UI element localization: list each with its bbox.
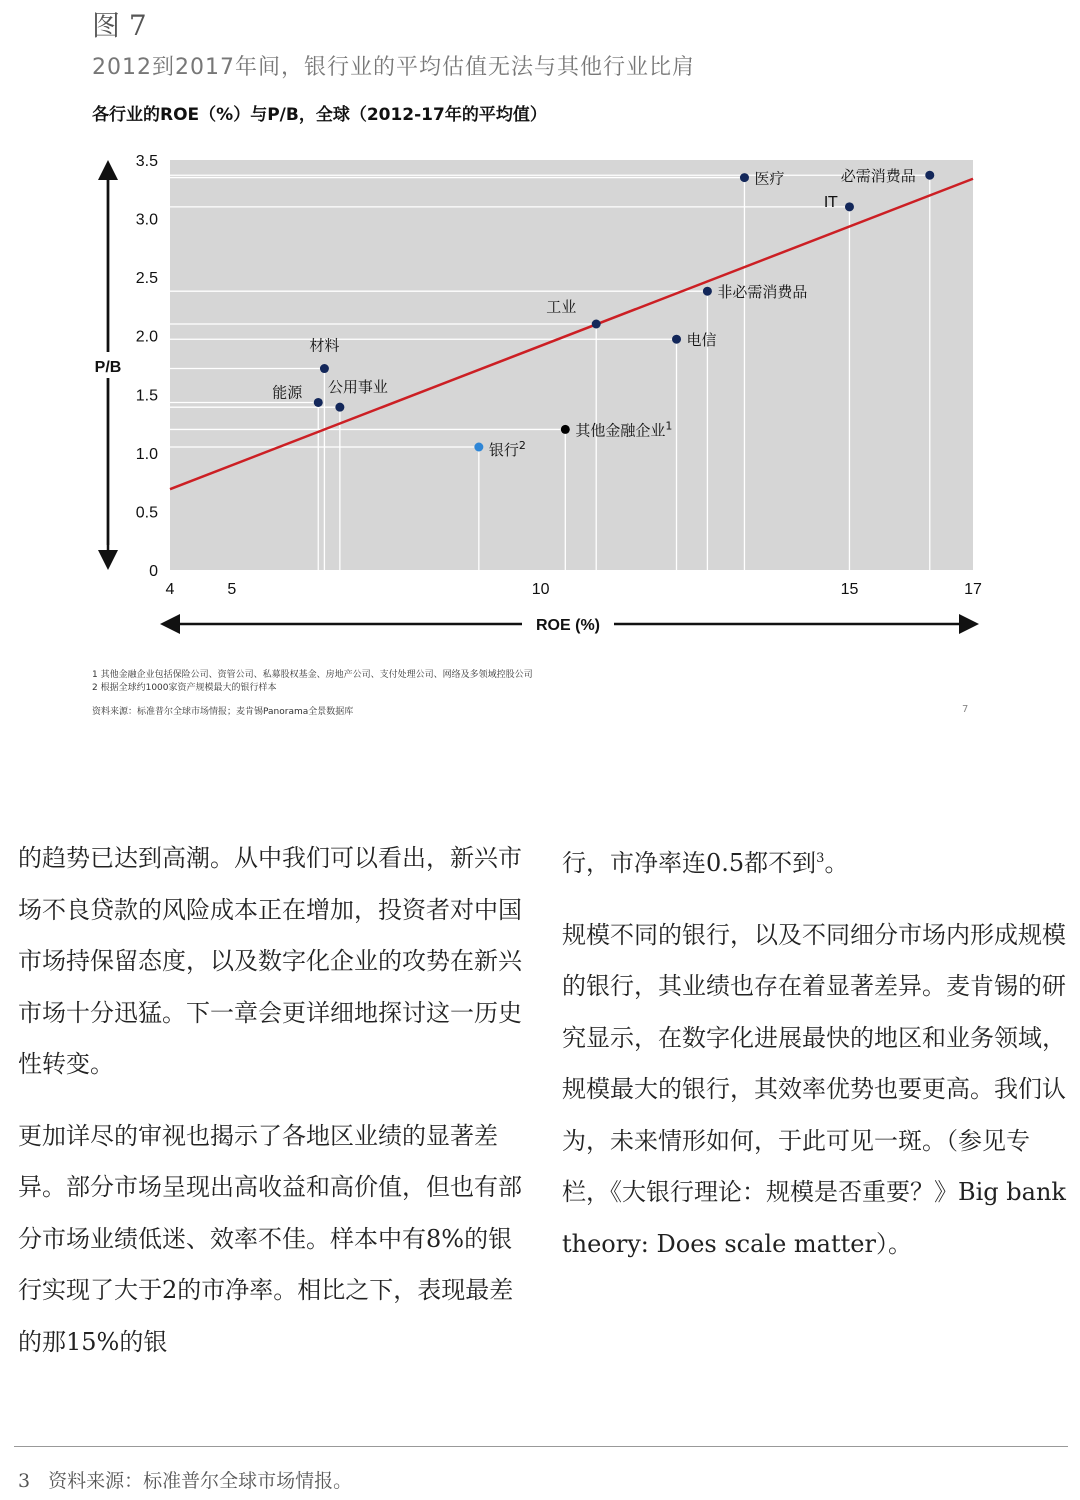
x-tick-label: 5 [227,581,237,598]
figure-label: 图 7 [92,9,147,42]
scatter-chart [0,140,1080,660]
plot-area [170,160,973,570]
figure-title: 2012到2017年间，银行业的平均估值无法与其他行业比肩 [92,55,695,80]
y-tick-label: 3.5 [135,153,158,170]
data-point [703,287,712,296]
point-label: 医疗 [754,169,785,188]
data-point [314,398,323,407]
paragraph-text: 行，市净率连0.5都不到 [562,849,817,877]
x-tick-label: 10 [531,581,550,598]
footnote-ref: 3 [816,851,825,866]
point-label: 银行$^2$ [488,439,526,459]
footnote-2: 2 根据全球约1000家资产规模最大的银行样本 [92,683,277,693]
footnote-1: 1 其他金融企业包括保险公司、资管公司、私募股权基金、房地产公司、支付处理公司、网络及多领域控股公司 [92,670,533,680]
y-tick-label: 2.0 [135,328,158,346]
body-column-right [562,833,1077,1290]
y-tick-label: 1.0 [135,445,158,463]
point-label-footnote-ref: 1 [665,419,673,433]
paragraph-end: 。 [824,849,849,877]
point-label: 非必需消费品 [717,283,808,302]
point-label: 其他金融企业$^1$ [575,419,673,440]
figure-source: 资料来源：标准普尔全球市场情报；麦肯锡Panorama全景数据库 [92,707,354,717]
y-tick-label: 0 [149,563,158,580]
point-label: 公用事业 [327,378,388,397]
x-tick-label: 4 [165,581,175,598]
x-tick-label: 17 [964,581,982,598]
point-label: 电信 [686,331,717,350]
point-label: 能源 [272,383,303,402]
figure-subtitle: 各行业的ROE（%）与P/B，全球（2012-17年的平均值） [92,105,547,125]
data-point [672,335,681,344]
footer-note: 资料来源：标准普尔全球市场情报。 [48,1470,353,1492]
point-label: 必需消费品 [840,167,916,186]
point-label: 工业 [546,298,577,316]
y-axis-title: P/B [94,359,122,376]
data-point [740,173,749,182]
body-column-left [18,833,528,1388]
footer-divider [14,1446,1068,1447]
paragraph: 更加详尽的审视也揭示了各地区业绩的显著差异。部分市场呈现出高收益和高价值，但也有部分市场业绩低迷、效率不佳。样本中有8%的银行实现了大于2的市净率。相比之下，表现最差的那15%的银 [18,1121,522,1356]
data-point [561,425,570,434]
y-tick-label: 1.5 [135,387,158,405]
point-label: IT [823,192,838,211]
x-axis-title: ROE (%) [536,617,600,634]
data-point [925,171,934,180]
data-point [320,364,329,373]
data-point [592,320,601,329]
y-tick-label: 0.5 [135,504,158,522]
data-point [474,443,483,452]
y-tick-label: 3.0 [135,211,158,229]
footnotes [92,669,533,695]
paragraph [562,833,1077,890]
paragraph: 的趋势已达到高潮。从中我们可以看出，新兴市场不良贷款的风险成本正在增加，投资者对中国市场持保留态度，以及数字化企业的攻势在新兴市场十分迅猛。下一章会更详细地探讨这一历史性转变。 [18,844,522,1078]
data-point [335,403,344,412]
x-tick-label: 15 [840,581,859,598]
page-footer [18,1466,352,1493]
paragraph: 规模不同的银行，以及不同细分市场内形成规模的银行，其业绩也存在着显著差异。麦肯锡的研究显示，在数字化进展最快的地区和业务领域，规模最大的银行，其效率优势也要更高。我们认为，未来情形如何，于此可见一斑。（参见专栏，《大银行理论：规模是否重要？》Big bank theory: Does scale matter）。 [562,920,1066,1258]
y-tick-label: 2.5 [135,270,158,288]
data-point [845,202,854,211]
figure-page-number: 7 [962,704,969,715]
page-number: 3 [18,1470,31,1492]
point-label-footnote-ref: 2 [518,439,526,452]
point-label: 材料 [309,336,340,355]
